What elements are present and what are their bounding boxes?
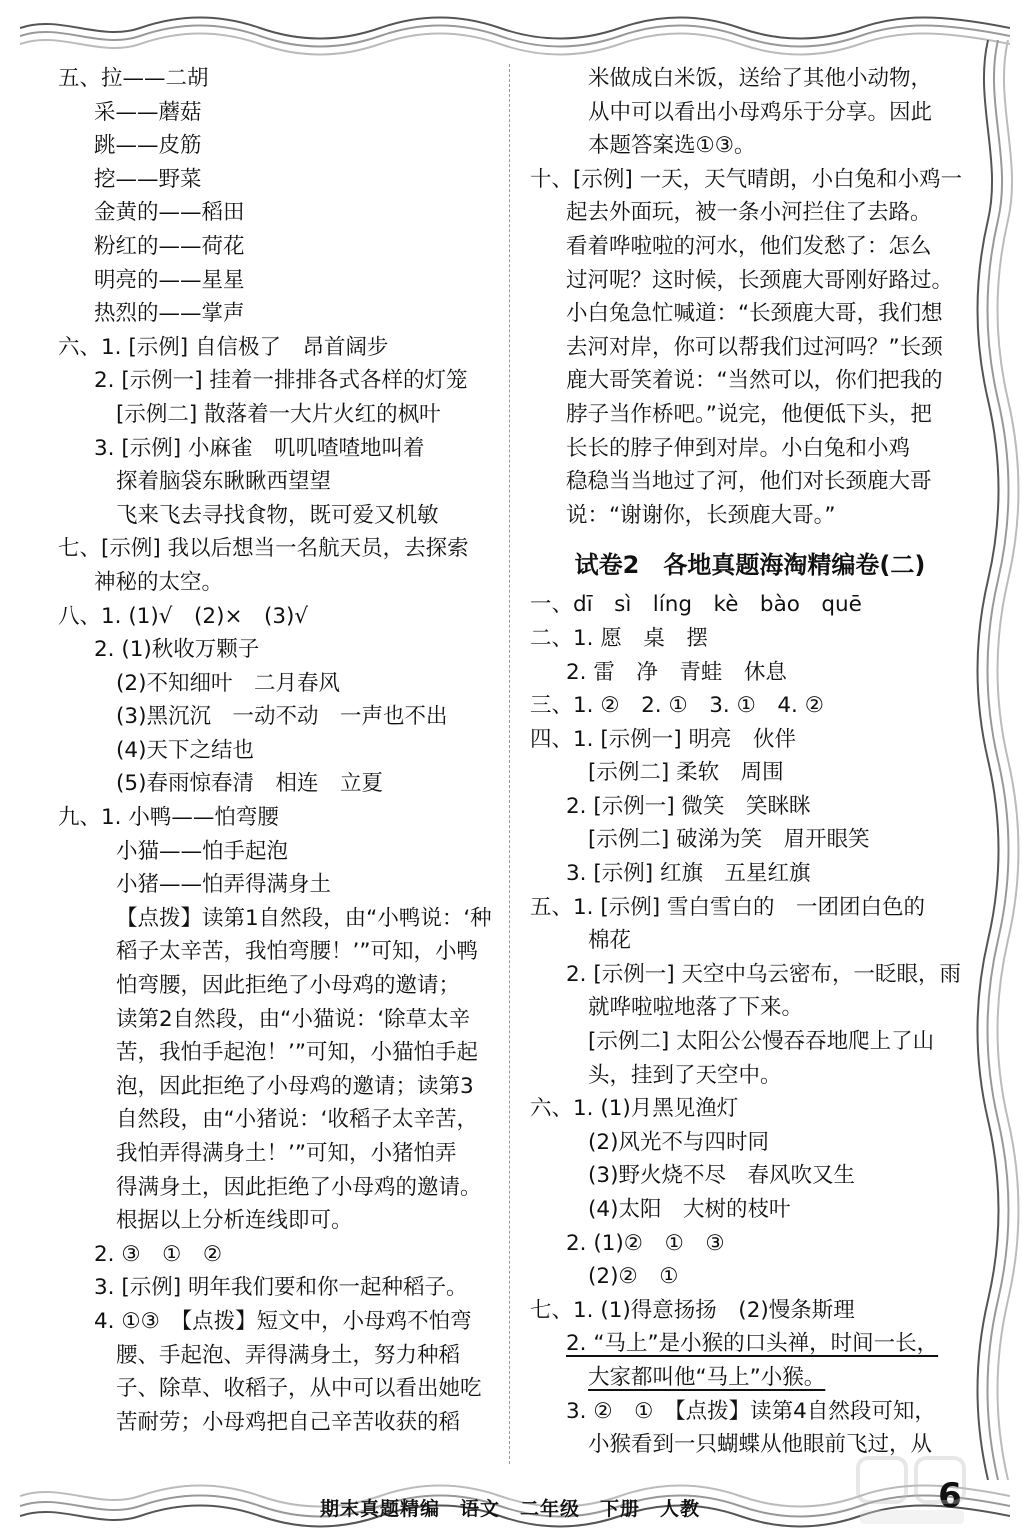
answer-line: 六、1. (1)月黑见渔灯 [530,1096,739,1122]
answer-line: (4)太阳 大树的枝叶 [588,1197,791,1222]
answer-line: 根据以上分析连线即可。 [116,1208,353,1234]
right-column-continued-answers [530,62,970,532]
answer-line: 【点拨】读第1自然段，由“小鸭说：‘种 [116,905,492,931]
answer-line: 九、1. 小鸭——怕弯腰 [58,805,279,831]
footer-book-title: 期末真题精编 [319,1498,440,1520]
answer-line: 跳——皮筋 [94,133,202,159]
answer-line: 二、1. 愿 桌 摆 [530,625,708,651]
answer-line: 探着脑袋东瞅瞅西望望 [116,469,332,495]
footer-grade: 二年级 [519,1498,580,1520]
answer-line: 长长的脖子伸到对岸。小白兔和小鸡 [566,435,911,461]
answer-line: 稳稳当当地过了河，他们对长颈鹿大哥 [566,469,932,495]
answer-line: 苦耐劳；小母鸡把自己辛苦收获的稻 [116,1409,461,1435]
right-wavy-border [968,40,1022,1480]
answer-line: 腰、手起泡、弄得满身土，努力种稻 [116,1342,461,1368]
answer-line: 七、[示例] 我以后想当一名航天员，去探索 [58,536,469,562]
answer-line: 2. [示例一] 挂着一排排各式各样的灯笼 [94,368,468,394]
answer-line: 八、1. (1)√ (2)× (3)√ [58,603,309,629]
answer-line: 棉花 [588,928,632,954]
answer-line: 读第2自然段，由“小猫说：‘除草太辛 [116,1006,471,1032]
answer-line: 就哗啦啦地落了下来。 [588,995,804,1021]
answer-line: 3. [示例] 小麻雀 叽叽喳喳地叫着 [94,435,425,461]
answer-line: 3. [示例] 红旗 五星红旗 [566,861,811,887]
top-wavy-border [20,8,1010,56]
answer-line: 鹿大哥笑着说：“当然可以，你们把我的 [566,368,943,394]
answer-line: 说：“谢谢你，长颈鹿大哥。” [566,502,836,528]
answer-line: 一、dī sì líng kè bào quē [530,592,862,618]
answer-line: 五、拉——二胡 [58,66,209,91]
answer-line: 小猴看到一只蝴蝶从他眼前飞过，从 [588,1432,933,1458]
answer-line: 苦，我怕手起泡！’”可知，小猫怕手起 [116,1040,478,1066]
answer-line: 小猫——怕手起泡 [116,838,289,864]
answer-line: (3)黑沉沉 一动不动 一声也不出 [116,704,448,730]
answer-line: (2)② ① [588,1264,679,1290]
answer-line: 神秘的太空。 [94,569,224,595]
answer-line: 头，挂到了天空中。 [588,1062,782,1088]
page-number: 6 [938,1476,962,1516]
answer-line: 挖——野菜 [94,166,202,192]
section-name: 各地真题海淘精编卷(二) [663,551,926,580]
answer-line: 2. (1)② ① ③ [566,1230,725,1256]
watermark-logo-icon [850,1450,980,1530]
answer-line: 采——蘑菇 [94,99,202,125]
answer-line: 小白兔急忙喊道：“长颈鹿大哥，我们想 [566,301,943,327]
answer-line: (3)野火烧不尽 春风吹又生 [588,1163,855,1189]
answer-line: 小猪——怕弄得满身土 [116,872,332,898]
answer-line: (5)春雨惊春清 相连 立夏 [116,771,383,797]
answer-line: 2. [示例一] 天空中乌云密布，一眨眼，雨 [566,961,961,987]
answer-line: 看着哗啦啦的河水，他们发愁了：怎么 [566,233,932,259]
answer-line: [示例二] 太阳公公慢吞吞地爬上了山 [588,1029,935,1055]
answer-line: [示例二] 柔软 周围 [588,760,784,786]
section-title [530,542,970,588]
answer-line: 自然段，由“小猪说：‘收稻子太辛苦， [116,1107,478,1133]
footer-term: 下册 [600,1498,641,1520]
answer-line: [示例二] 散落着一大片火红的枫叶 [116,401,441,427]
answer-line: 脖子当作桥吧。”说完，他便低下头，把 [566,401,932,427]
answer-line: (4)天下之结也 [116,737,254,763]
answer-line: 从中可以看出小母鸡乐于分享。因此 [588,99,933,125]
answer-line: 起去外面玩，被一条小河拦住了去路。 [566,200,932,226]
left-column [58,62,492,1439]
answer-line: (2)风光不与四时同 [588,1129,769,1155]
answer-line: 4. ①③ 【点拨】短文中，小母鸡不怕弯 [94,1308,472,1334]
answer-line: 粉红的——荷花 [94,233,245,259]
answer-line: 得满身土，因此拒绝了小母鸡的邀请。 [116,1174,482,1200]
answer-line: 2. “马上”是小猴的口头禅，时间一长， [566,1331,939,1357]
answer-line: 热烈的——掌声 [94,301,245,327]
section-number: 试卷2 [574,551,640,580]
answer-line: 飞来飞去寻找食物，既可爱又机敏 [116,502,439,528]
answer-line: 子、除草、收稻子，从中可以看出她吃 [116,1376,482,1402]
answer-line: 七、1. (1)得意扬扬 (2)慢条斯理 [530,1297,855,1323]
answer-line: 米做成白米饭，送给了其他小动物， [588,66,933,91]
answer-line: (2)不知细叶 二月春风 [116,670,340,696]
answer-line: 我怕弄得满身土！’”可知，小猪怕弄 [116,1141,457,1166]
answer-line: 金黄的——稻田 [94,200,245,226]
answer-line: 去河对岸，你可以帮我们过河吗？”长颈 [566,334,943,360]
answer-line: 2. ③ ① ② [94,1241,223,1267]
answer-line: 十、[示例] 一天，天气晴朗，小白兔和小鸡一 [530,166,963,192]
answer-line: [示例二] 破涕为笑 眉开眼笑 [588,827,870,853]
answer-line: 大家都叫他“马上”小猴。 [588,1364,826,1390]
answer-line: 2. 雷 净 青蛙 休息 [566,659,787,685]
footer-subject: 语文 [459,1498,500,1520]
answer-line: 三、1. ② 2. ① 3. ① 4. ② [530,693,824,719]
answer-line: 3. [示例] 明年我们要和你一起种稻子。 [94,1275,468,1301]
answer-line: 2. (1)秋收万颗子 [94,637,260,663]
column-divider [509,64,510,1464]
footer-bar [300,1494,720,1521]
answer-line: 过河呢？这时候，长颈鹿大哥刚好路过。 [566,267,954,293]
answer-line: 3. ② ① 【点拨】读第4自然段可知， [566,1398,936,1424]
footer-edition: 人教 [660,1498,701,1520]
answer-line: 泡，因此拒绝了小母鸡的邀请；读第3 [116,1073,474,1099]
answer-line: 怕弯腰，因此拒绝了小母鸡的邀请； [116,973,461,999]
answer-line: 稻子太辛苦，我怕弯腰！’”可知，小鸭 [116,939,478,965]
answer-line: 2. [示例一] 微笑 笑眯眯 [566,793,811,819]
answer-line: 四、1. [示例一] 明亮 伙伴 [530,726,796,752]
answer-line: 明亮的——星星 [94,267,245,293]
answer-line: 本题答案选①③。 [588,133,756,159]
right-column-exam2-answers [530,588,970,1461]
answer-line: 六、1. [示例] 自信极了 昂首阔步 [58,334,389,360]
answer-line: 五、1. [示例] 雪白雪白的 一团团白色的 [530,894,925,920]
right-column [530,62,970,1462]
